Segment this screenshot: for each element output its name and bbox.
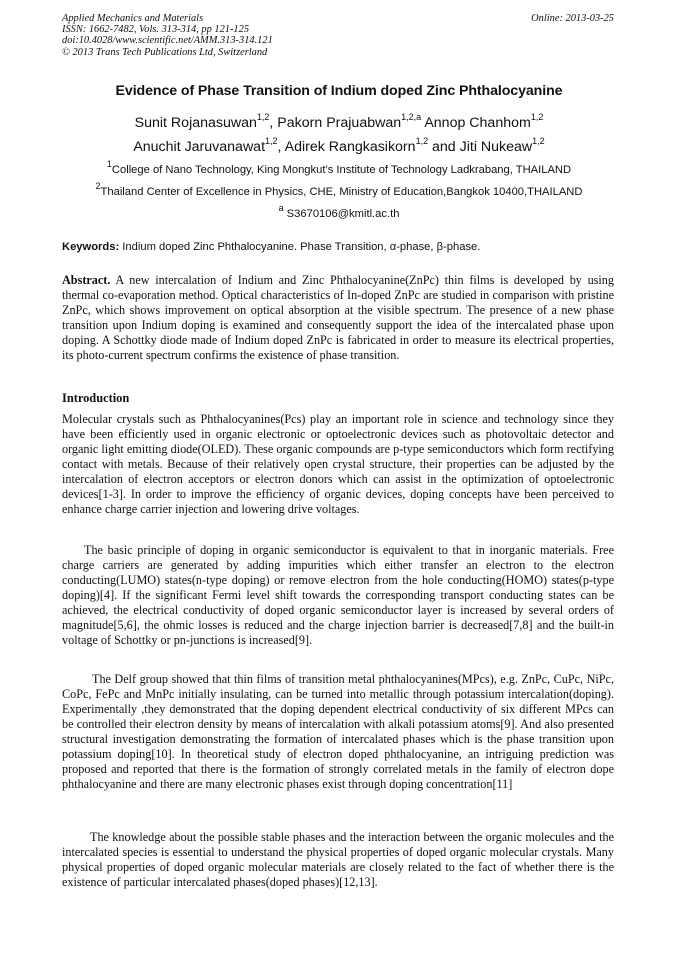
- keywords-text: Indium doped Zinc Phthalocyanine. Phase Transition, α-phase, β-phase.: [119, 241, 481, 253]
- abstract: [62, 273, 614, 363]
- copyright-line: © 2013 Trans Tech Publications Ltd, Switzerland: [62, 46, 268, 58]
- author-name: Sunit Rojanasuwan: [134, 115, 257, 131]
- author-affiliation-mark: 1,2: [530, 112, 544, 123]
- author-affiliation-mark: 1,2: [265, 136, 278, 147]
- keywords: [62, 240, 622, 254]
- author-name: , Adirek Rangkasikorn: [277, 139, 416, 155]
- author-line-1: [40, 114, 638, 132]
- journal-name: Applied Mechanics and Materials: [62, 13, 204, 24]
- author-affiliation-mark: 1,2: [532, 136, 545, 147]
- author-affiliation-mark: 1,2,a: [401, 112, 422, 123]
- author-name: Annop Chanhom: [421, 115, 531, 131]
- affiliation-text: College of Nano Technology, King Mongkut’s Institute of Technology Ladkrabang, THAILAND: [111, 164, 572, 176]
- author-line-2: [40, 138, 638, 156]
- online-date: Online: 2013-03-25: [531, 13, 614, 24]
- affiliation-1: [30, 159, 648, 177]
- journal-header: [62, 13, 273, 58]
- author-name: , Pakorn Prajuabwan: [269, 115, 402, 131]
- author-affiliation-mark: 1,2: [415, 136, 429, 147]
- corresponding-email: [30, 203, 648, 221]
- affiliation-mark: 2: [95, 181, 101, 192]
- author-name: and Jiti Nukeaw: [428, 139, 533, 155]
- abstract-text: A new intercalation of Indium and Zinc Phthalocyanine(ZnPc) thin films is developed by using thermal co-evaporation method. Optical characteristics of In-doped ZnPc are studied in comparison with pristine ZnPc, which shows improvement on optical absorption at the visible spectrum. The presence of a new phase transition upon Indium doping is examined and consequently support the idea of the intercalated phase upon doping. A Schottky diode made of Indium doped ZnPc is fabricated in order to measure its electrical properties, its photo-current spectrum confirms the existence of phase transition.: [62, 273, 614, 363]
- intro-paragraph-2: The basic principle of doping in organic semiconductor is equivalent to that in inorganic materials. Free charge carriers are generated by adding impurities which either transfer an electron to the electron conducting(LUMO) states(n-type doping) or remove electron from the hole conducting(HOMO) states(p-type doping)[4]. If the significant Fermi level shift towards the corresponding transport conducting states can be achieved, the electrical conductivity of doped organic semiconductor layer is increased by several orders of magnitude[5,6], the ohmic losses is reduced and the charge injection barrier is decreased[7,8] and the built-in voltage of Schottky or pn-junctions is increased[9].: [62, 543, 614, 648]
- author-name: Anuchit Jaruvanawat: [133, 139, 266, 155]
- intro-paragraph-3: The Delf group showed that thin films of transition metal phthalocyanines(MPcs), e.g. ZnPc, CuPc, NiPc, CoPc, FePc and MnPc initially insulating, can be turned into metallic through potassium intercalation(doping). Experimentally ,they demonstrated that the doping dependent electrical conductivity of six different MPcs can be controlled their electron density by means of intercalation with alkali potassium atoms[9]. And also presented structural investigation demonstrating the formation of intercalated phases which is the phase transition upon potassium doping[10]. In theoretical study of electron doped phthalocyanine, an intriguing prediction was proposed and reported that there is the formation of strongly correlated metals in the family of electron dope phthalocyanine and there are many electronic phases exist through doping concentration[11]: [62, 672, 614, 792]
- section-heading-introduction: Introduction: [62, 391, 130, 405]
- email-mark: a: [278, 203, 284, 214]
- affiliation-2: [30, 181, 648, 199]
- paper-title: Evidence of Phase Transition of Indium doped Zinc Phthalocyanine: [115, 83, 563, 99]
- abstract-label: Abstract.: [62, 273, 111, 287]
- affiliation-text: Thailand Center of Excellence in Physics, CHE, Ministry of Education,Bangkok 10400,THAILAND: [100, 186, 583, 198]
- issn-line: ISSN: 1662-7482, Vols. 313-314, pp 121-125: [62, 24, 250, 36]
- intro-paragraph-1: Molecular crystals such as Phthalocyanines(Pcs) play an important role in science and technology since they have been efficiently used in organic electronic or optoelectronic devices such as photovoltaic detector and organic light emitting diode(OLED). These organic compounds are p-type semiconductors which form rectifying contact with metals. Because of their relatively open crystal structure, their properties can be adjusted by the intercalation of electron acceptors or electron donors which can assist in the optimization of optoelectronic devices[1-3]. In order to improve the efficiency of organic devices, doping concepts have been perceived to enhance charge carrier injection and lowering drive voltages.: [62, 412, 614, 517]
- intro-paragraph-4: The knowledge about the possible stable phases and the interaction between the organic molecules and the intercalated species is essential to understand the physical properties of doped organic molecular crystals. Many physical properties of doped organic molecular materials are closely related to the fact of whether there is the existence of particular intercalated phases(doped phases)[12,13].: [62, 830, 614, 890]
- affiliation-mark: 1: [106, 159, 112, 170]
- author-affiliation-mark: 1,2: [256, 112, 270, 123]
- email-address[interactable]: S3670106@kmitl.ac.th: [283, 208, 400, 220]
- keywords-label: Keywords:: [62, 241, 120, 253]
- doi-line[interactable]: doi:10.4028/www.scientific.net/AMM.313-314.121: [62, 35, 273, 47]
